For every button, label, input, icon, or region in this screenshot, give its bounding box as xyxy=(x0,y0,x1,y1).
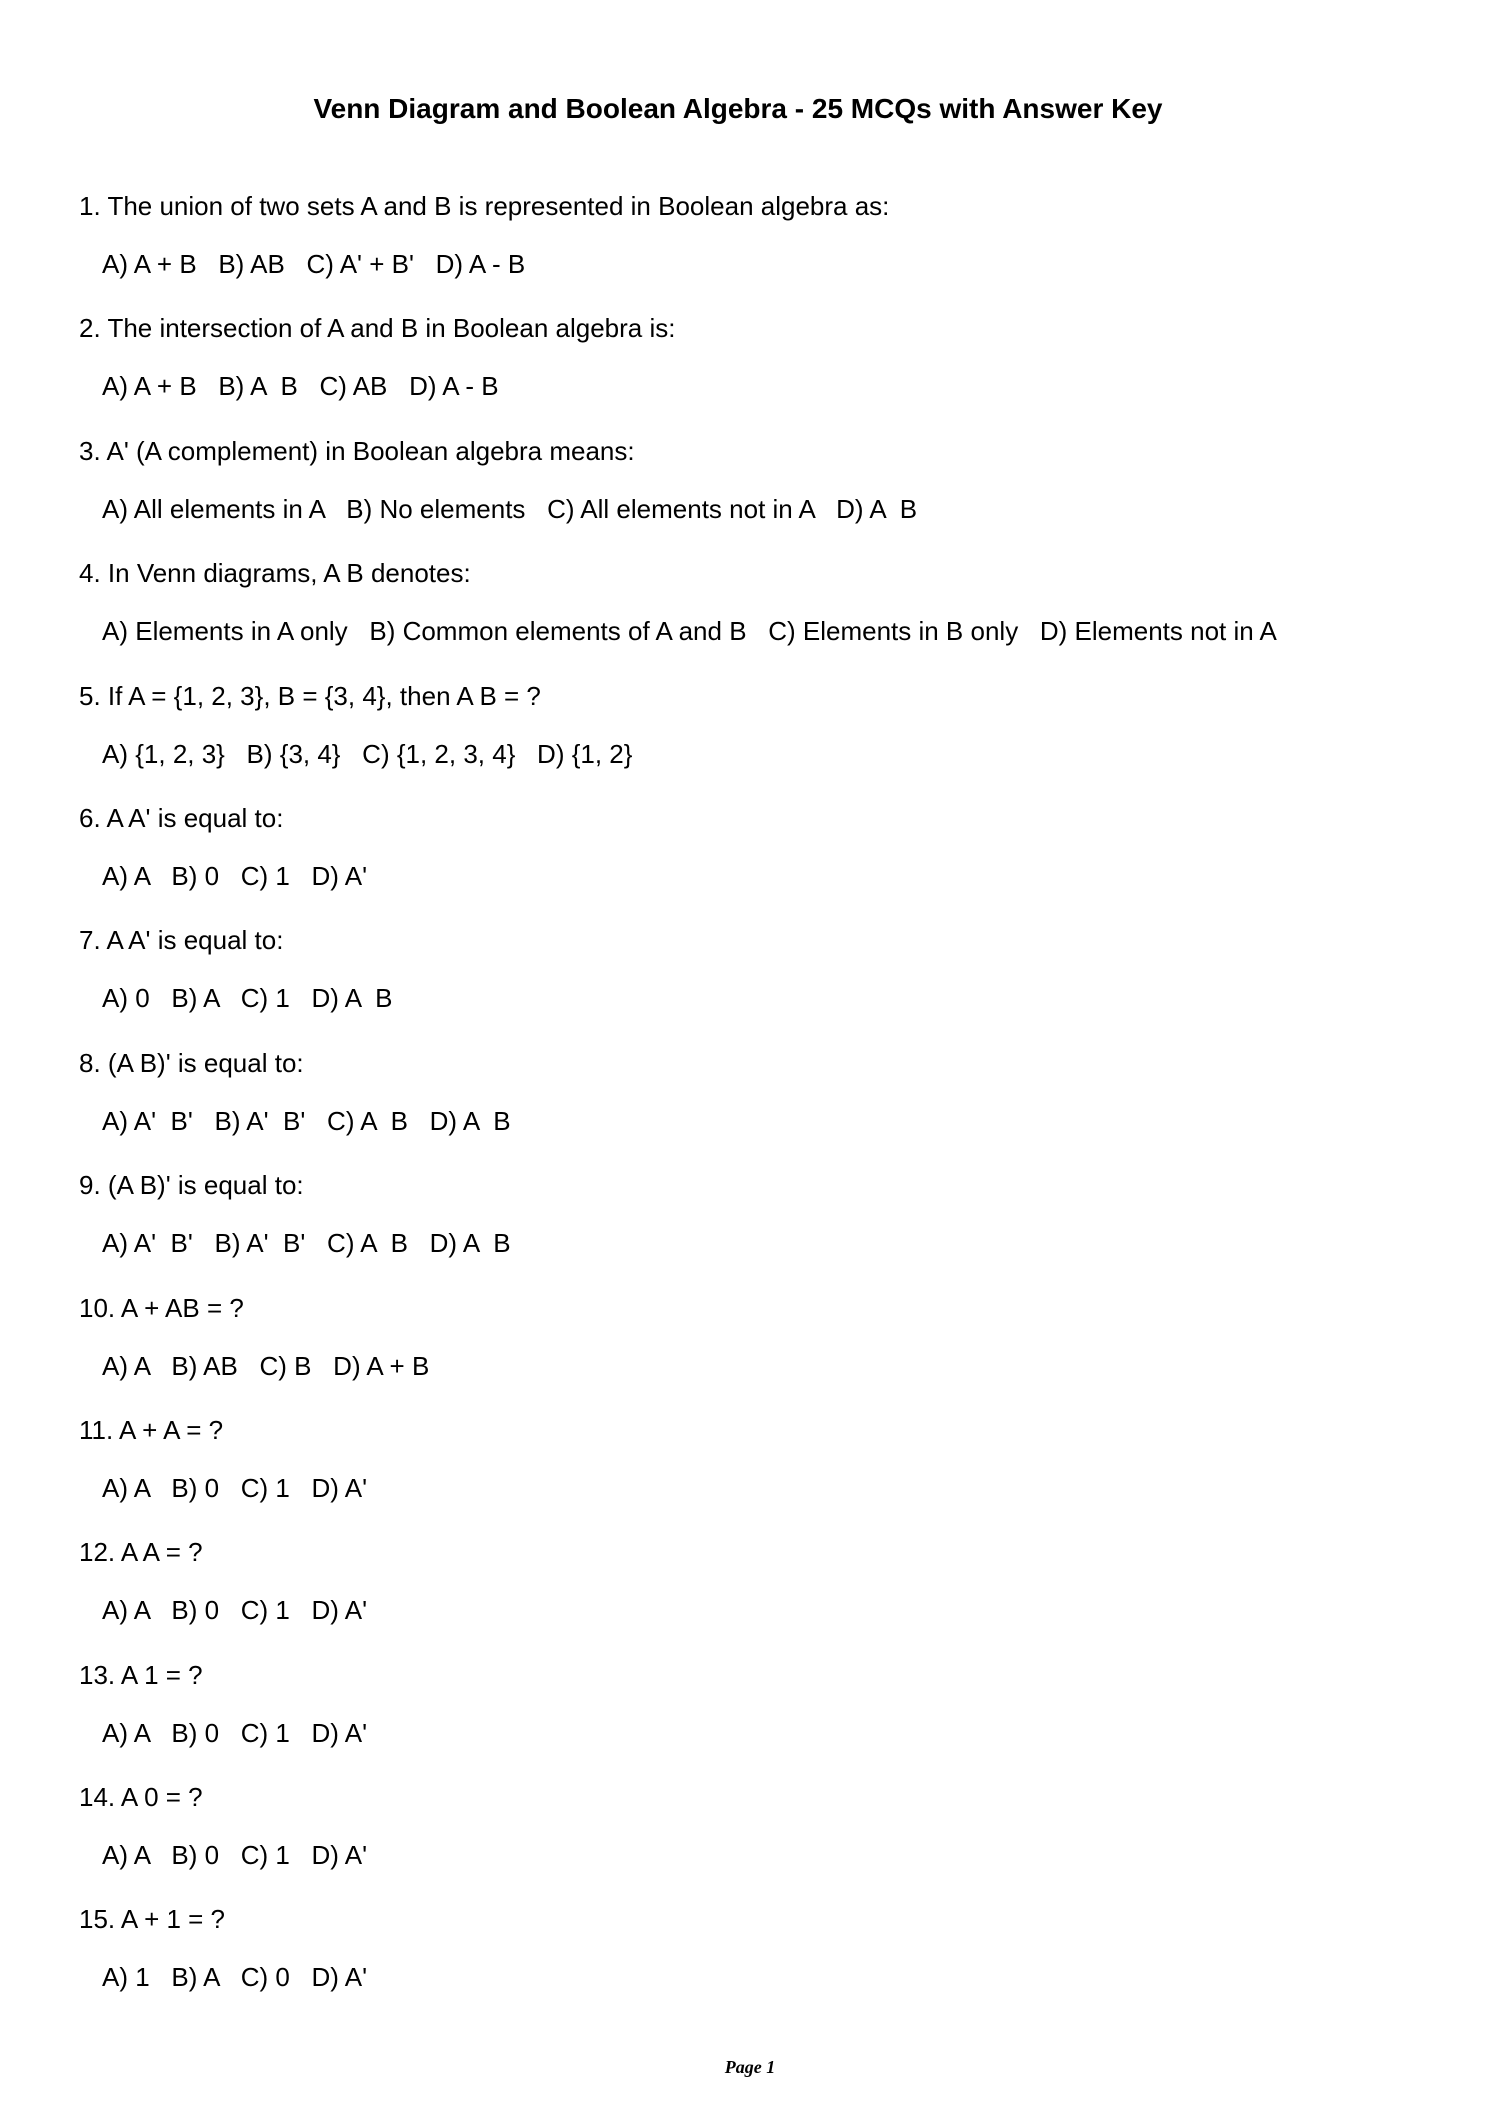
question-item xyxy=(79,1047,1459,1169)
question-text: 11. A + A = ? xyxy=(79,1414,224,1445)
question-text: 14. A 0 = ? xyxy=(79,1782,203,1813)
page-number: Page 1 xyxy=(724,2057,776,2077)
question-item xyxy=(79,1292,1459,1414)
question-item xyxy=(79,1414,1459,1536)
question-options: A) A B) 0 C) 1 D) A' xyxy=(102,1840,368,1871)
question-text: 7. A A' is equal to: xyxy=(79,925,284,956)
question-options: A) A B) 0 C) 1 D) A' xyxy=(102,1717,368,1748)
question-text: 3. A' (A complement) in Boolean algebra means: xyxy=(79,435,635,466)
question-text: 6. A A' is equal to: xyxy=(79,802,284,833)
question-options: A) A B) 0 C) 1 D) A' xyxy=(102,1595,368,1626)
question-options: A) A' B' B) A' B' C) A B D) A B xyxy=(102,1105,511,1136)
question-options: A) {1, 2, 3} B) {3, 4} C) {1, 2, 3, 4} D) {1, 2} xyxy=(102,738,633,769)
question-options: A) A B) AB C) B D) A + B xyxy=(102,1350,430,1381)
question-item xyxy=(79,1659,1459,1781)
question-text: 5. If A = {1, 2, 3}, B = {3, 4}, then A B = ? xyxy=(79,680,541,711)
question-text: 2. The intersection of A and B in Boolean algebra is: xyxy=(79,313,676,344)
question-item xyxy=(79,1536,1459,1658)
question-options: A) All elements in A B) No elements C) All elements not in A D) A B xyxy=(102,493,918,524)
question-text: 1. The union of two sets A and B is represented in Boolean algebra as: xyxy=(79,191,890,221)
question-item xyxy=(79,1169,1459,1291)
question-item xyxy=(79,924,1459,1046)
question-options: A) 0 B) A C) 1 D) A B xyxy=(102,983,393,1014)
question-item xyxy=(79,190,1459,312)
question-item xyxy=(79,802,1459,924)
question-options: A) A B) 0 C) 1 D) A' xyxy=(102,860,368,891)
question-text: 13. A 1 = ? xyxy=(79,1659,203,1690)
question-options: A) 1 B) A C) 0 D) A' xyxy=(102,1962,368,1993)
question-options: A) A + B B) A B C) AB D) A - B xyxy=(102,371,499,402)
question-item xyxy=(79,680,1459,802)
question-item xyxy=(79,1781,1459,1903)
question-item xyxy=(79,435,1459,557)
question-text: 12. A A = ? xyxy=(79,1537,203,1568)
question-text: 4. In Venn diagrams, A B denotes: xyxy=(79,558,471,589)
question-text: 10. A + AB = ? xyxy=(79,1292,244,1323)
question-text: 9. (A B)' is equal to: xyxy=(79,1170,304,1201)
question-options: A) A' B' B) A' B' C) A B D) A B xyxy=(102,1228,511,1259)
question-options: A) A + B B) AB C) A' + B' D) A - B xyxy=(102,249,526,279)
question-item xyxy=(79,1903,1459,2025)
question-item xyxy=(79,312,1459,434)
question-options: A) Elements in A only B) Common elements of A and B C) Elements in B only D) Elements not in A xyxy=(102,616,1277,647)
question-list xyxy=(79,190,1459,2026)
question-options: A) A B) 0 C) 1 D) A' xyxy=(102,1472,368,1503)
document-title: Venn Diagram and Boolean Algebra - 25 MCQs with Answer Key xyxy=(313,93,1163,124)
question-text: 8. (A B)' is equal to: xyxy=(79,1047,304,1078)
question-item xyxy=(79,557,1459,679)
question-text: 15. A + 1 = ? xyxy=(79,1904,226,1935)
